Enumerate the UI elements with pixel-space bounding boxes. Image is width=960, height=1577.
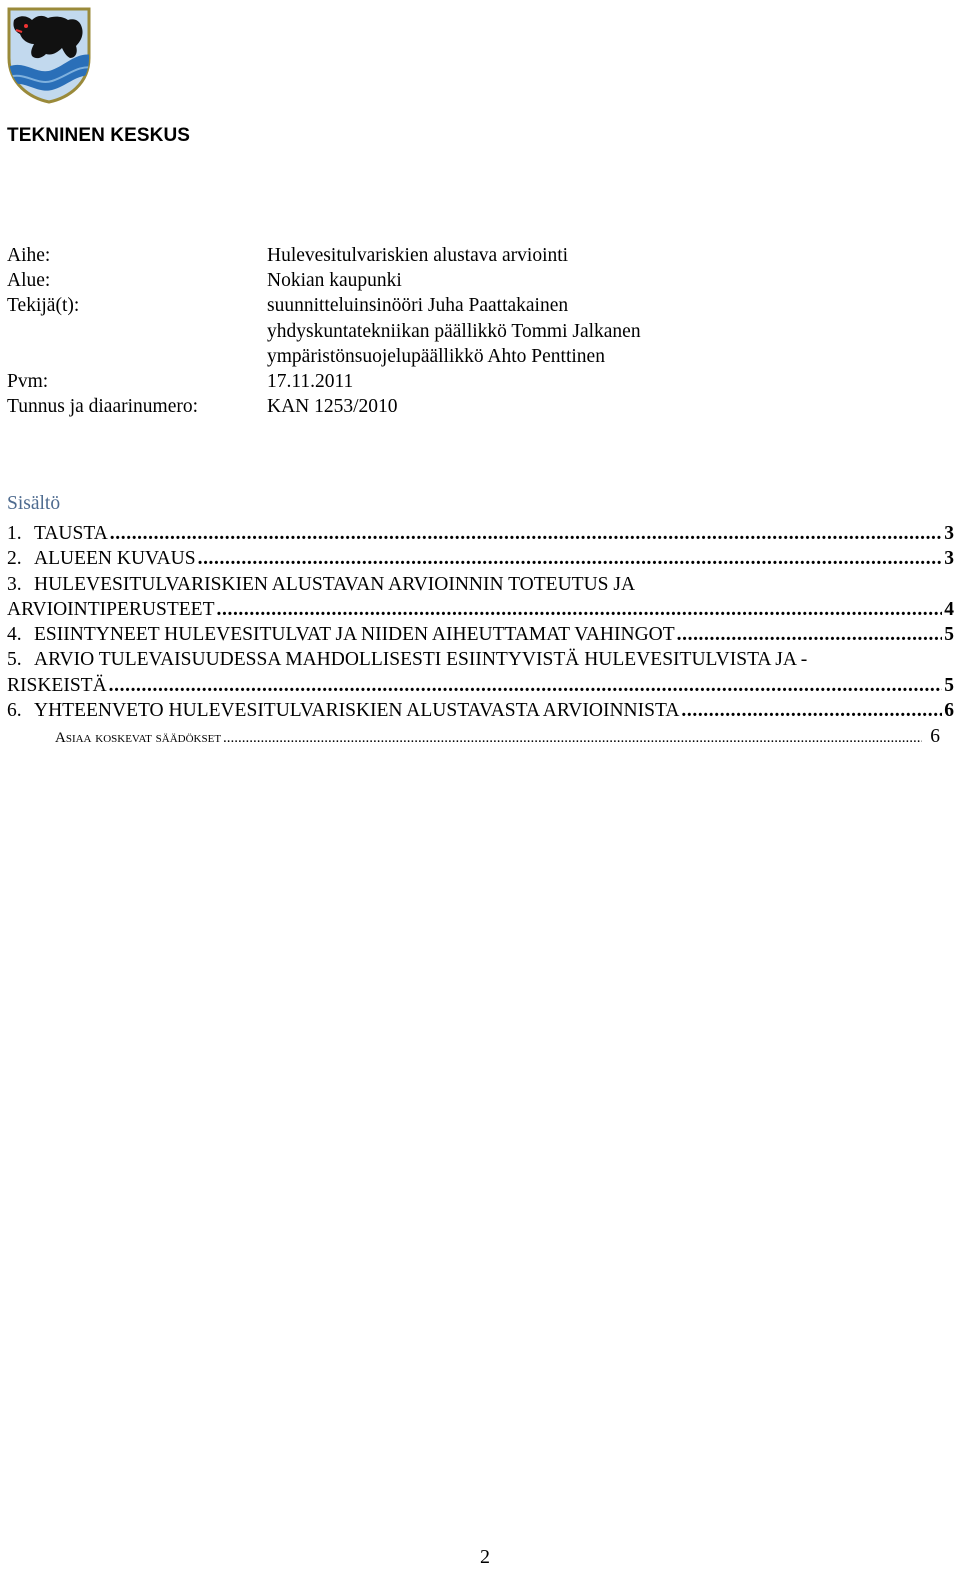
- meta-value: Hulevesitulvariskien alustava arviointi: [267, 245, 569, 266]
- toc-entry-title-cont: RISKEISTÄ: [7, 674, 107, 696]
- toc-entry-page: 5: [944, 674, 954, 696]
- toc-entry[interactable]: [7, 647, 954, 672]
- toc-heading: Sisältö: [7, 493, 61, 514]
- toc-leader-dots: [223, 724, 922, 751]
- toc-leader-dots: [217, 597, 943, 622]
- department-title: TEKNINEN KESKUS: [7, 125, 191, 146]
- toc-entry-title: HULEVESITULVARISKIEN ALUSTAVAN ARVIOINNIN TOTEUTUS JA: [34, 573, 636, 595]
- meta-value: KAN 1253/2010: [267, 396, 398, 418]
- toc-entry-number: 4.: [7, 624, 22, 646]
- toc-entry[interactable]: [7, 622, 954, 647]
- meta-value: yhdyskuntatekniikan päällikkö Tommi Jalkanen: [267, 320, 641, 342]
- meta-label: Tunnus ja diaarinumero:: [7, 396, 199, 418]
- meta-value: ympäristönsuojelupäällikkö Ahto Penttinen: [267, 345, 605, 367]
- toc-entry[interactable]: [7, 546, 954, 571]
- meta-label: Aihe:: [7, 245, 51, 266]
- toc-entry[interactable]: [7, 698, 954, 723]
- toc-entry-number: 6.: [7, 700, 22, 722]
- toc-leader-dots: [110, 521, 942, 546]
- table-of-contents: [7, 521, 954, 751]
- toc-leader-dots: [681, 698, 942, 723]
- toc-leader-dots: [198, 546, 943, 571]
- toc-entry-page: 3: [944, 523, 954, 544]
- toc-entry-page: 5: [944, 624, 954, 646]
- toc-entry-title: ESIINTYNEET HULEVESITULVAT JA NIIDEN AIHEUTTAMAT VAHINGOT: [34, 624, 675, 646]
- toc-sub-entry[interactable]: [7, 723, 954, 751]
- toc-entry[interactable]: [7, 572, 954, 597]
- toc-entry-number: 1.: [7, 523, 22, 544]
- meta-value: 17.11.2011: [267, 370, 354, 392]
- toc-entry-page: 3: [944, 548, 954, 570]
- toc-entry-title-cont: ARVIOINTIPERUSTEET: [7, 598, 215, 620]
- toc-entry-title: ALUEEN KUVAUS: [34, 548, 196, 570]
- toc-entry-number: 5.: [7, 649, 22, 671]
- meta-value: Nokian kaupunki: [267, 270, 402, 292]
- toc-entry-title: YHTEENVETO HULEVESITULVARISKIEN ALUSTAVASTA ARVIOINNISTA: [34, 700, 680, 722]
- meta-label: Pvm:: [7, 370, 49, 392]
- toc-leader-dots: [677, 622, 943, 647]
- meta-label: Alue:: [7, 270, 51, 292]
- toc-sub-entry-title: Asiaa koskevat säädökset: [55, 730, 222, 747]
- coat-of-arms-icon: [6, 6, 92, 104]
- meta-value: suunnitteluinsinööri Juha Paattakainen: [267, 295, 569, 317]
- page-number: 2: [480, 1546, 490, 1568]
- toc-entry-title: TAUSTA: [34, 523, 108, 544]
- meta-label: Tekijä(t):: [7, 295, 80, 317]
- toc-entry-title: ARVIO TULEVAISUUDESSA MAHDOLLISESTI ESIINTYVISTÄ HULEVESITULVISTA JA -: [34, 649, 808, 671]
- toc-entry-continuation[interactable]: [7, 597, 954, 622]
- toc-entry-continuation[interactable]: [7, 673, 954, 698]
- toc-entry-page: 4: [944, 598, 954, 620]
- toc-entry-number: 3.: [7, 573, 22, 595]
- toc-entry[interactable]: [7, 521, 954, 546]
- toc-sub-entry-page: 6: [930, 726, 940, 748]
- toc-entry-page: 6: [944, 700, 954, 722]
- toc-leader-dots: [109, 673, 943, 698]
- toc-entry-number: 2.: [7, 548, 22, 570]
